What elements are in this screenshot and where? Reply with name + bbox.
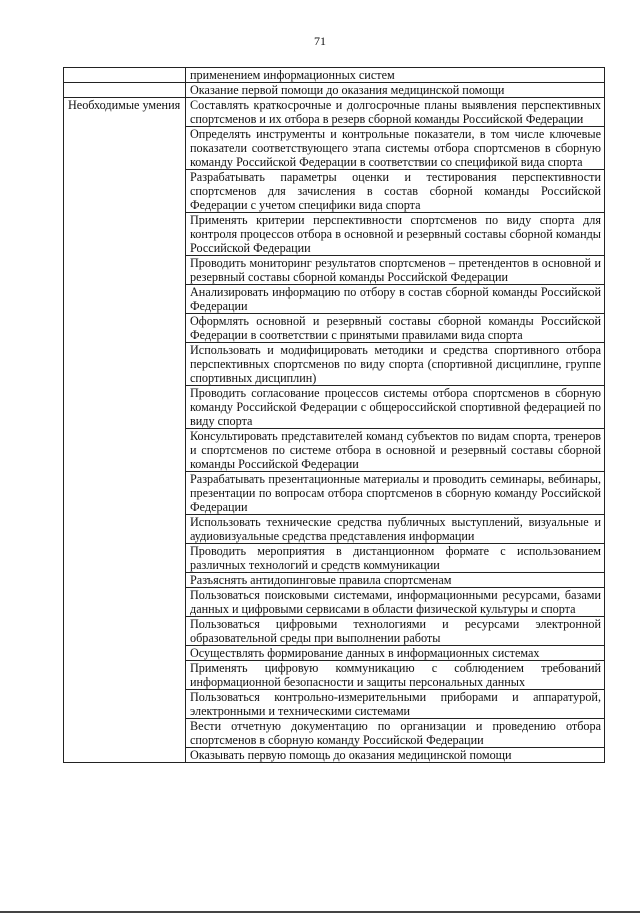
skill-item: Пользоваться контрольно-измерительными приборами и аппаратурой, электронными и техническими системами <box>186 690 605 719</box>
skill-item: Использовать технические средства публичных выступлений, визуальные и аудиовизуальные средства представления информации <box>186 515 605 544</box>
table-cell: Оказание первой помощи до оказания медицинской помощи <box>186 83 605 98</box>
label-cell-empty <box>64 68 186 83</box>
skill-item: Разъяснять антидопинговые правила спортсменам <box>186 573 605 588</box>
table-cell: применением информационных систем <box>186 68 605 83</box>
skill-item: Проводить мониторинг результатов спортсменов – претендентов в основной и резервный составы сборной команды Российской Федерации <box>186 256 605 285</box>
skill-item: Вести отчетную документацию по организации и проведению отбора спортсменов в сборную команду Российской Федерации <box>186 719 605 748</box>
scan-edge-line <box>0 911 640 913</box>
skill-item: Разрабатывать параметры оценки и тестирования перспективности спортсменов для зачисления в состав сборной команды Российской Федерации с учетом специфики вида спорта <box>186 170 605 213</box>
skill-item: Использовать и модифицировать методики и средства спортивного отбора перспективных спортсменов по виду спорта (спортивной дисциплине, группе спортивных дисциплин) <box>186 343 605 386</box>
skills-table <box>63 67 605 763</box>
skill-item: Анализировать информацию по отбору в состав сборной команды Российской Федерации <box>186 285 605 314</box>
table-row <box>64 83 605 98</box>
table-row <box>64 68 605 83</box>
skill-item: Применять критерии перспективности спортсменов по виду спорта для контроля процессов отбора в основной и резервный составы сборной команды Российской Федерации <box>186 213 605 256</box>
skill-item: Применять цифровую коммуникацию с соблюдением требований информационной безопасности и защиты персональных данных <box>186 661 605 690</box>
label-cell-empty <box>64 83 186 98</box>
skill-item: Оформлять основной и резервный составы сборной команды Российской Федерации в соответствии с принятыми правилами вида спорта <box>186 314 605 343</box>
skill-item: Проводить мероприятия в дистанционном формате с использованием различных технологий и средств коммуникации <box>186 544 605 573</box>
page-number: 71 <box>314 34 326 48</box>
skill-item: Пользоваться цифровыми технологиями и ресурсами электронной образовательной среды при выполнении работы <box>186 617 605 646</box>
skill-item: Консультировать представителей команд субъектов по видам спорта, тренеров и спортсменов по системе отбора в основной и резервный составы сборной команды Российской Федерации <box>186 429 605 472</box>
section-label: Необходимые умения <box>64 98 186 763</box>
skill-item: Осуществлять формирование данных в информационных системах <box>186 646 605 661</box>
skill-item: Пользоваться поисковыми системами, информационными ресурсами, базами данных и цифровыми сервисами в области физической культуры и спорта <box>186 588 605 617</box>
skill-item: Определять инструменты и контрольные показатели, в том числе ключевые показатели соответствующего этапа системы отбора спортсменов в сборную команду Российской Федерации в соответствии со спецификой вида спорта <box>186 127 605 170</box>
skill-item: Разрабатывать презентационные материалы и проводить семинары, вебинары, презентации по вопросам отбора спортсменов в сборную команду Российской Федерации <box>186 472 605 515</box>
table-row <box>64 98 605 127</box>
skill-item: Составлять краткосрочные и долгосрочные планы выявления перспективных спортсменов и их отбора в резерв сборной команды Российской Федерации <box>186 98 605 127</box>
skill-item: Проводить согласование процессов системы отбора спортсменов в сборную команду Российской Федерации с общероссийской спортивной федерацией по виду спорта <box>186 386 605 429</box>
skill-item: Оказывать первую помощь до оказания медицинской помощи <box>186 748 605 763</box>
